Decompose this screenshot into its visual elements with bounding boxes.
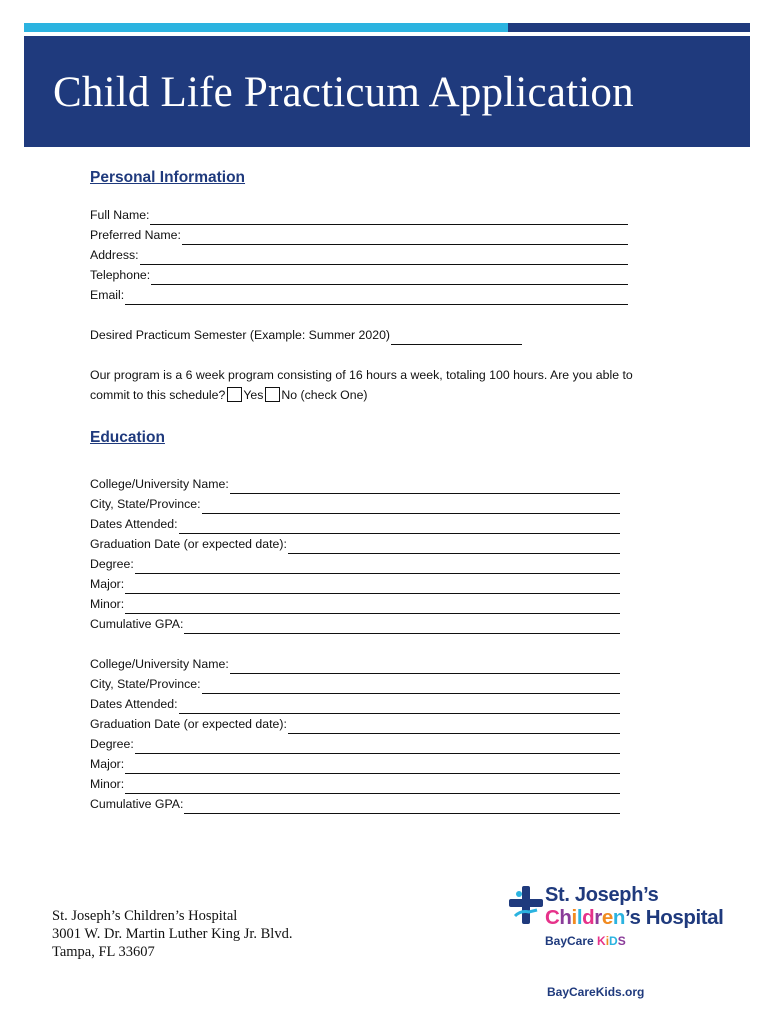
logo-line-3: BayCare KiDS [545,934,626,948]
hospital-address [52,907,292,961]
edu-2-4-field[interactable] [90,734,620,754]
personal-4-label: Email: [90,288,125,302]
edu-1-5-label: Major: [90,577,125,591]
education-heading: Education [90,429,165,446]
edu-2-2-label: Dates Attended: [90,697,178,711]
yes-label: Yes [243,388,264,402]
edu-1-2-label: Dates Attended: [90,517,178,531]
edu-2-4-blank[interactable] [135,740,620,754]
hospital-logo [507,884,757,984]
schedule-question-end: commit to this schedule? [90,388,226,402]
semester-blank[interactable] [391,331,522,345]
personal-0-field[interactable] [90,205,628,225]
edu-2-2-field[interactable] [90,694,620,714]
edu-2-4-label: Degree: [90,737,134,751]
edu-2-5-field[interactable] [90,754,620,774]
logo-line-1: St. Joseph’s [545,884,659,906]
edu-1-4-label: Degree: [90,557,134,571]
address-line: Tampa, FL 33607 [52,944,155,960]
edu-1-7-label: Cumulative GPA: [90,617,184,631]
address-line: 3001 W. Dr. Martin Luther King Jr. Blvd. [52,926,293,942]
page-title: Child Life Practicum Application [53,69,634,116]
personal-3-field[interactable] [90,265,628,285]
edu-1-0-blank[interactable] [230,480,620,494]
edu-2-5-label: Major: [90,757,125,771]
personal-1-blank[interactable] [182,231,628,245]
no-checkbox[interactable] [265,387,280,402]
edu-2-1-field[interactable] [90,674,620,694]
edu-2-1-blank[interactable] [202,680,620,694]
edu-1-2-blank[interactable] [179,520,620,534]
edu-1-6-field[interactable] [90,594,620,614]
address-line: St. Joseph’s Children’s Hospital [52,908,238,924]
yes-checkbox[interactable] [227,387,242,402]
personal-2-field[interactable] [90,245,628,265]
title-banner [24,36,750,147]
edu-1-4-field[interactable] [90,554,620,574]
edu-1-0-field[interactable] [90,474,620,494]
personal-1-field[interactable] [90,225,628,245]
semester-field[interactable] [90,325,522,345]
edu-1-4-blank[interactable] [135,560,620,574]
edu-2-0-field[interactable] [90,654,620,674]
edu-2-6-label: Minor: [90,777,125,791]
edu-2-0-label: College/University Name: [90,657,229,671]
personal-4-blank[interactable] [125,291,628,305]
top-accent-bar [24,23,750,32]
edu-2-3-field[interactable] [90,714,620,734]
personal-2-label: Address: [90,248,139,262]
edu-1-1-blank[interactable] [202,500,620,514]
personal-3-label: Telephone: [90,268,151,282]
edu-1-6-blank[interactable] [125,600,620,614]
website-url[interactable]: BayCareKids.org [547,985,645,999]
edu-2-7-label: Cumulative GPA: [90,797,184,811]
edu-1-6-label: Minor: [90,597,125,611]
schedule-answer-row [90,385,368,405]
edu-1-1-field[interactable] [90,494,620,514]
logo-line-2: Children’s Hospital [545,906,724,929]
edu-1-5-blank[interactable] [125,580,620,594]
cross-hand-logo-icon [509,886,543,924]
edu-1-0-label: College/University Name: [90,477,229,491]
semester-label: Desired Practicum Semester (Example: Summer 2020) [90,328,391,342]
personal-3-blank[interactable] [151,271,628,285]
edu-2-3-blank[interactable] [288,720,620,734]
personal-0-label: Full Name: [90,208,150,222]
edu-1-7-blank[interactable] [184,620,620,634]
edu-2-1-label: City, State/Province: [90,677,201,691]
edu-1-5-field[interactable] [90,574,620,594]
edu-1-1-label: City, State/Province: [90,497,201,511]
personal-0-blank[interactable] [150,211,628,225]
personal-2-blank[interactable] [140,251,628,265]
edu-1-3-field[interactable] [90,534,620,554]
edu-2-7-blank[interactable] [184,800,620,814]
edu-1-2-field[interactable] [90,514,620,534]
edu-2-0-blank[interactable] [230,660,620,674]
edu-1-7-field[interactable] [90,614,620,634]
edu-2-2-blank[interactable] [179,700,620,714]
personal-1-label: Preferred Name: [90,228,181,242]
personal-info-heading: Personal Information [90,169,246,186]
edu-1-3-blank[interactable] [288,540,620,554]
edu-2-6-blank[interactable] [125,780,620,794]
schedule-question: Our program is a 6 week program consisting of 16 hours a week, totaling 100 hours. Are you able to [90,368,633,382]
edu-2-5-blank[interactable] [125,760,620,774]
edu-2-6-field[interactable] [90,774,620,794]
personal-4-field[interactable] [90,285,628,305]
edu-2-3-label: Graduation Date (or expected date): [90,717,287,731]
edu-2-7-field[interactable] [90,794,620,814]
no-label: No (check One) [281,388,368,402]
edu-1-3-label: Graduation Date (or expected date): [90,537,287,551]
